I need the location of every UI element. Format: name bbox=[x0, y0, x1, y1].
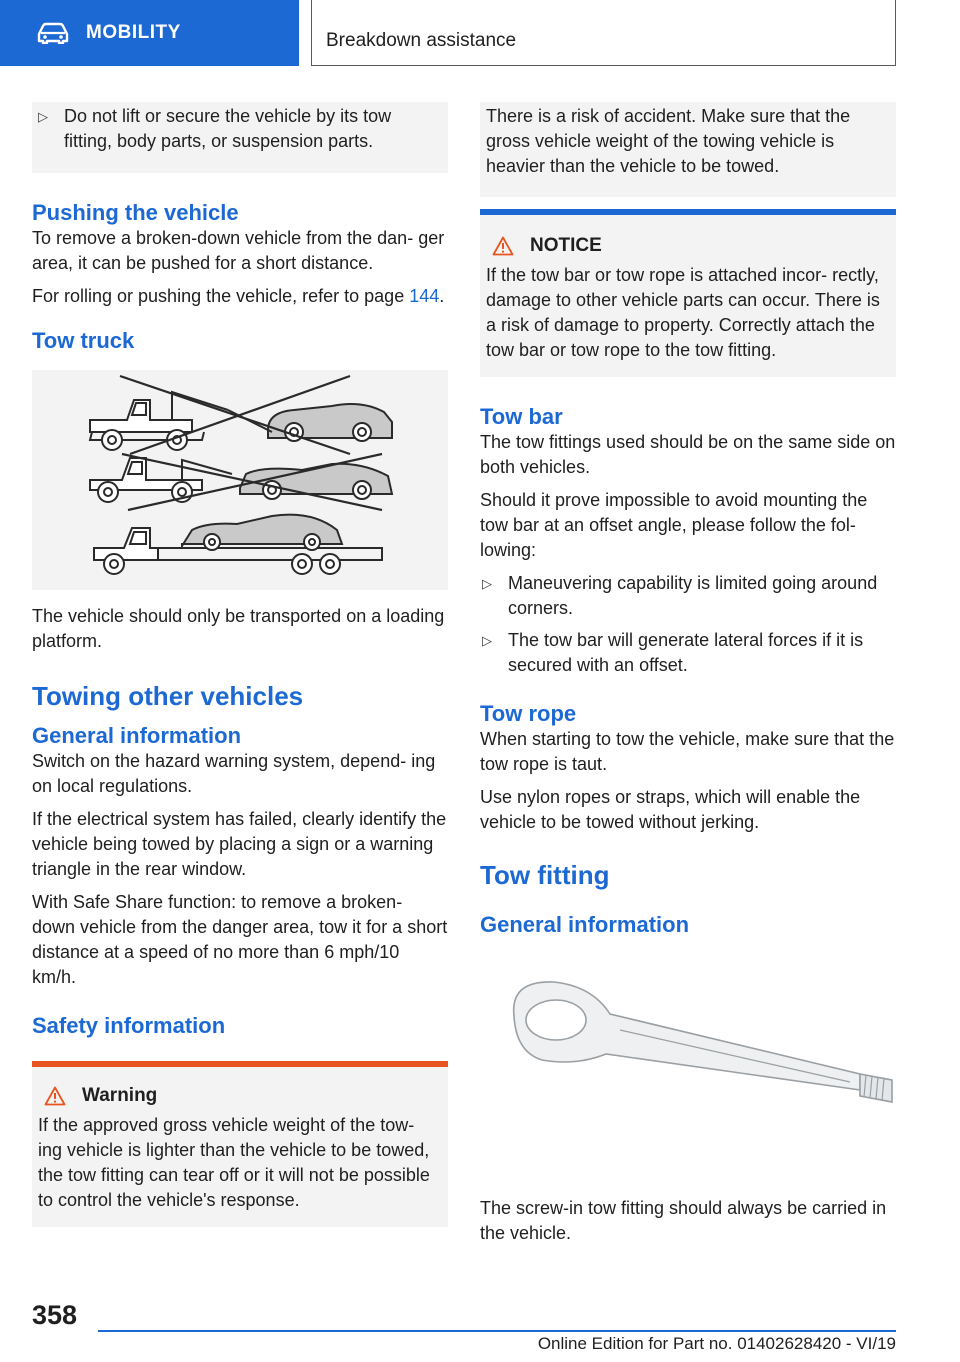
tow-bar-text-1: The tow fittings used should be on the same side on both vehicles. bbox=[480, 432, 896, 477]
list-item: ▷ The tow bar will generate lateral forces if it is secured with an offset. bbox=[480, 628, 896, 678]
warning-triangle-icon bbox=[44, 1086, 66, 1106]
notice-title: NOTICE bbox=[530, 235, 602, 256]
warning-box bbox=[32, 1061, 448, 1227]
tow-truck-caption: The vehicle should only be transported on a loading platform. bbox=[32, 606, 445, 651]
heading-tow-fitting-general: General information bbox=[480, 912, 690, 937]
heading-tow-truck: Tow truck bbox=[32, 328, 135, 353]
tow-fitting-caption: The screw-in tow fitting should always be carried in the vehicle. bbox=[480, 1198, 887, 1243]
left-column bbox=[32, 102, 448, 1227]
tow-truck-drawing bbox=[32, 370, 448, 590]
tow-eye-drawing bbox=[480, 944, 896, 1184]
pushing-text: To remove a broken-down vehicle from the dan- ger area, it can be pushed for a short distance. bbox=[32, 228, 445, 273]
heading-safety: Safety information bbox=[32, 1013, 226, 1038]
heading-towing-other: Towing other vehicles bbox=[32, 681, 304, 711]
general-text-1: Switch on the hazard warning system, depend- ing on local regulations. bbox=[32, 751, 436, 796]
heading-tow-bar: Tow bar bbox=[480, 404, 563, 429]
heading-pushing: Pushing the vehicle bbox=[32, 200, 239, 225]
tow-rope-text-2: Use nylon ropes or straps, which will enable the vehicle to be towed without jerking. bbox=[480, 787, 861, 832]
edition-text: Online Edition for Part no. 01402628420 - VI/19 bbox=[537, 1334, 896, 1353]
warning-text: If the approved gross vehicle weight of the tow- ing vehicle is lighter than the vehicle to be towed, the tow fitting can tear off or it will not be possible to control the vehicle's response. bbox=[38, 1115, 430, 1210]
tow-fitting-illustration bbox=[480, 944, 896, 1184]
footer-rule bbox=[98, 1330, 896, 1332]
tow-truck-illustration bbox=[32, 370, 448, 590]
chapter-title: Breakdown assistance bbox=[326, 30, 517, 51]
section-tab[interactable] bbox=[0, 0, 299, 66]
page-header bbox=[0, 0, 960, 66]
general-text-2: If the electrical system has failed, clearly identify the vehicle being towed by placing a sign or a warning triangle in the rear window. bbox=[32, 809, 447, 879]
list-item: ▷ Maneuvering capability is limited going around corners. bbox=[480, 571, 896, 621]
heading-general: General information bbox=[32, 723, 242, 748]
warning-continued-box bbox=[480, 102, 896, 197]
warning-continued-text: There is a risk of accident. Make sure that the gross vehicle weight of the towing vehicle is heavier than the vehicle to be towed. bbox=[486, 106, 851, 176]
heading-tow-fitting: Tow fitting bbox=[480, 860, 610, 890]
page-link[interactable]: 144 bbox=[409, 286, 440, 306]
page-number: 358 bbox=[32, 1300, 78, 1330]
heading-tow-rope: Tow rope bbox=[480, 701, 577, 726]
car-icon bbox=[36, 22, 70, 44]
chapter-box bbox=[311, 0, 896, 66]
pushing-ref: For rolling or pushing the vehicle, refer to page 144. bbox=[32, 286, 445, 306]
right-column bbox=[480, 102, 896, 1254]
warning-title: Warning bbox=[82, 1085, 158, 1106]
tow-bar-text-2: Should it prove impossible to avoid mounting the tow bar at an offset angle, please follow the fol- lowing: bbox=[480, 490, 868, 560]
bullet-triangle-icon: ▷ bbox=[482, 576, 492, 591]
page-footer bbox=[0, 1290, 960, 1362]
general-text-3: With Safe Share function: to remove a broken- down vehicle from the danger area, tow it for a short distance at a speed of no more than 6 mph/10 km/h. bbox=[32, 892, 448, 987]
notice-triangle-icon bbox=[492, 236, 514, 256]
section-label: MOBILITY bbox=[86, 22, 181, 43]
list-item: ▷ Do not lift or secure the vehicle by its tow fitting, body parts, or suspension parts. bbox=[36, 104, 442, 154]
bullet-triangle-icon: ▷ bbox=[482, 633, 492, 648]
notice-box bbox=[480, 209, 896, 377]
notice-text: If the tow bar or tow rope is attached incor- rectly, damage to other vehicle parts can occur. There is a risk of damage to property. Correctly attach the tow bar or tow rope to the tow fitting. bbox=[486, 265, 880, 360]
warning-continued-box bbox=[32, 102, 448, 173]
bullet-triangle-icon: ▷ bbox=[38, 109, 48, 124]
tow-rope-text-1: When starting to tow the vehicle, make sure that the tow rope is taut. bbox=[480, 729, 895, 774]
